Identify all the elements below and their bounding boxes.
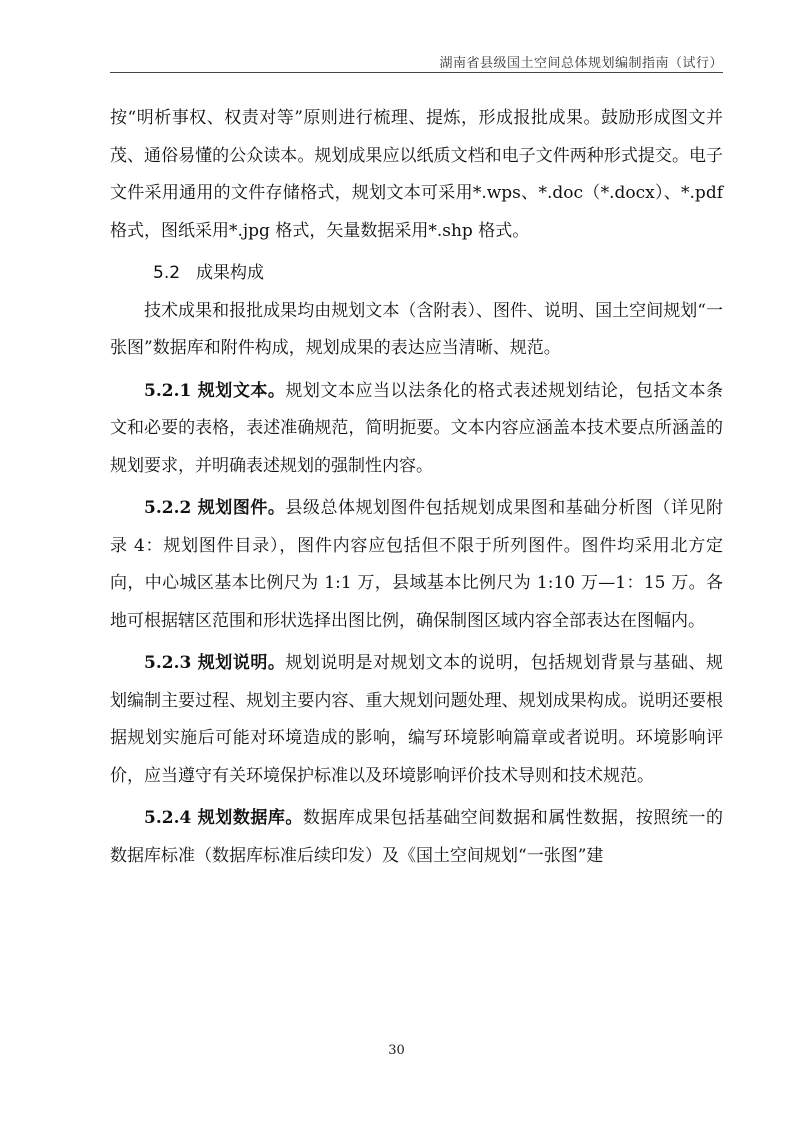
item-heading: 5.2.4 规划数据库。: [144, 808, 303, 828]
item-heading: 5.2.2 规划图件。: [144, 498, 286, 518]
section-heading: [110, 255, 723, 293]
running-header: 湖南省县级国土空间总体规划编制指南（试行）: [439, 56, 723, 71]
item-5-2-4: [110, 800, 723, 875]
section-title: 成果构成: [196, 263, 265, 283]
item-5-2-1: [110, 373, 723, 486]
page-body: [110, 100, 723, 875]
item-5-2-2: [110, 490, 723, 640]
section-paragraph: 技术成果和报批成果均由规划文本（含附表）、图件、说明、国土空间规划“一张图”数据库和附件构成，规划成果的表达应当清晰、规范。: [110, 300, 723, 358]
item-heading: 5.2.1 规划文本。: [144, 380, 286, 401]
item-text: 县级总体规划图件包括规划成果图和基础分析图（详见附录 4：规划图件目录），图件内容应包括但不限于所列图件。图件均采用北方定向，中心城区基本比例尺为 1:1 万，县域基本比例尺为 1:10 万—1：15 万。各地可根据辖区范围和形状选择出图比例，确保制图区域内容全部表达在图幅内。: [110, 498, 724, 631]
item-5-2-3: [110, 645, 723, 795]
item-text: 规划说明是对规划文本的说明，包括规划背景与基础、规划编制主要过程、规划主要内容、重大规划问题处理、规划成果构成。说明还要根据规划实施后可能对环境造成的影响，编写环境影响篇章或者说明。环境影响评价，应当遵守有关环境保护标准以及环境影响评价技术导则和技术规范。: [110, 653, 724, 786]
item-text: 数据库成果包括基础空间数据和属性数据，按照统一的数据库标准（数据库标准后续印发）及《国土空间规划“一张图”建: [110, 808, 723, 866]
section-number: 5.2: [153, 263, 181, 283]
header-divider: [110, 72, 723, 73]
page-number: 30: [388, 1043, 405, 1058]
intro-paragraph: 按“明析事权、权责对等”原则进行梳理、提炼，形成报批成果。鼓励形成图文并茂、通俗易懂的公众读本。规划成果应以纸质文档和电子文件两种形式提交。电子文件采用通用的文件存储格式，规划文本可采用*.wps、*.doc（*.docx）、*.pdf 格式，图纸采用*.jpg 格式，矢量数据采用*.shp 格式。: [110, 108, 723, 241]
item-text: 规划文本应当以法条化的格式表述规划结论，包括文本条文和必要的表格，表述准确规范，简明扼要。文本内容应涵盖本技术要点所涵盖的规划要求，并明确表述规划的强制性内容。: [110, 380, 724, 476]
item-heading: 5.2.3 规划说明。: [144, 653, 286, 673]
